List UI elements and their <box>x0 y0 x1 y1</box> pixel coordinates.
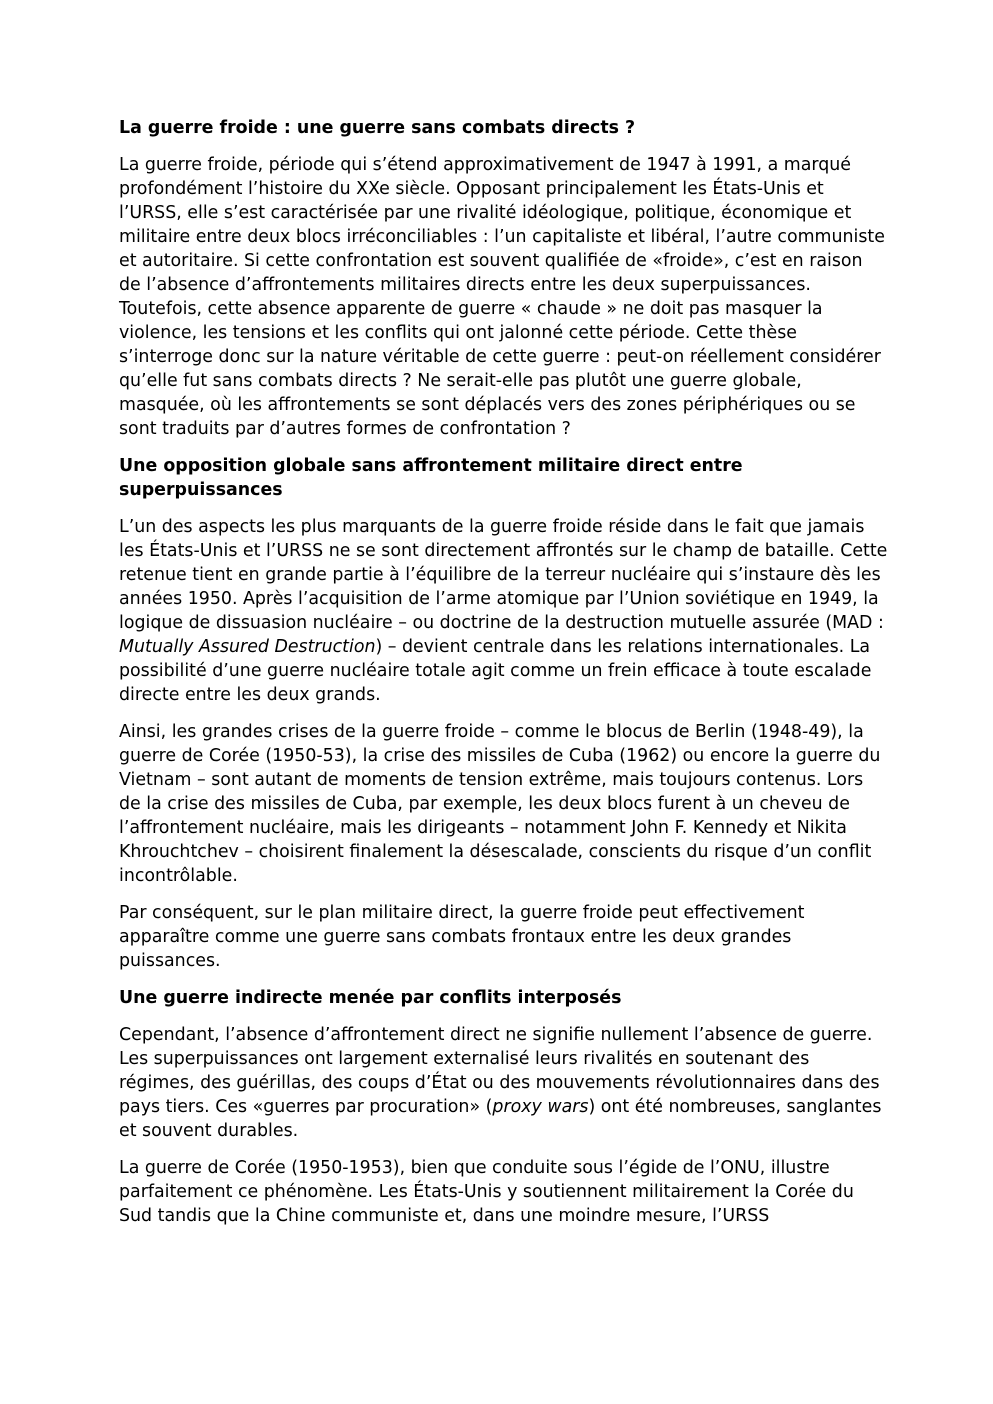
text-span: ) – devient centrale dans les relations internationales. La possibilité d’une guerre nucléaire totale agit comme un frein efficace à toute escalade directe entre les deux grands. <box>119 637 872 705</box>
document-page <box>119 116 889 1241</box>
document-title: La guerre froide : une guerre sans combats directs ? <box>119 118 636 138</box>
section-2-paragraph-2: La guerre de Corée (1950-1953), bien que conduite sous l’égide de l’ONU, illustre parfaitement ce phénomène. Les États-Unis y soutiennent militairement la Corée du Sud tandis que la Chine communiste et, dans une moindre mesure, l’URSS <box>119 1158 854 1226</box>
section-1-paragraph-1 <box>119 515 889 707</box>
section-1-paragraph-3: Par conséquent, sur le plan militaire direct, la guerre froide peut effectivement apparaître comme une guerre sans combats frontaux entre les deux grandes puissances. <box>119 903 805 971</box>
section-2-paragraph-1 <box>119 1023 889 1143</box>
section-1-paragraph-2: Ainsi, les grandes crises de la guerre froide – comme le blocus de Berlin (1948-49), la guerre de Corée (1950-53), la crise des missiles de Cuba (1962) ou encore la guerre du Vietnam – sont autant de moments de tension extrême, mais toujours contenus. Lors de la crise des missiles de Cuba, par exemple, les deux blocs furent à un cheveu de l’affrontement nucléaire, mais les dirigeants – notamment John F. Kennedy et Nikita Khrouchtchev – choisirent finalement la désescalade, conscients du risque d’un conflit incontrôlable. <box>119 722 881 886</box>
text-span: Cependant, l’absence d’affrontement direct ne signifie nullement l’absence de guerre. Les superpuissances ont largement externalisé leurs rivalités en soutenant des régimes, des guérillas, des coups d’État ou des mouvements révolutionnaires dans des pays tiers. Ces «guerres par procuration» ( <box>119 1025 880 1117</box>
intro-paragraph: La guerre froide, période qui s’étend approximativement de 1947 à 1991, a marqué profondément l’histoire du XXe siècle. Opposant principalement les États-Unis et l’URSS, elle s’est caractérisée par une rivalité idéologique, politique, économique et militaire entre deux blocs irréconciliables : l’un capitaliste et libéral, l’autre communiste et autoritaire. Si cette confrontation est souvent qualifiée de «froide», c’est en raison de l’absence d’affrontements militaires directs entre les deux superpuissances. Toutefois, cette absence apparente de guerre « chaude » ne doit pas masquer la violence, les tensions et les conflits qui ont jalonné cette période. Cette thèse s’interroge donc sur la nature véritable de cette guerre : peut-on réellement considérer qu’elle fut sans combats directs ? Ne serait-elle pas plutôt une guerre globale, masquée, où les affrontements se sont déplacés vers des zones périphériques ou se sont traduits par d’autres formes de confrontation ? <box>119 155 885 439</box>
section-2-heading: Une guerre indirecte menée par conflits interposés <box>119 988 622 1008</box>
italic-term: proxy wars <box>492 1097 589 1117</box>
section-1-heading: Une opposition globale sans affrontement militaire direct entre superpuissances <box>119 456 743 500</box>
text-span: L’un des aspects les plus marquants de la guerre froide réside dans le fait que jamais les États-Unis et l’URSS ne se sont directement affrontés sur le champ de bataille. Cette retenue tient en grande partie à l’équilibre de la terreur nucléaire qui s’instaure dès les années 1950. Après l’acquisition de l’arme atomique par l’Union soviétique en 1949, la logique de dissuasion nucléaire – ou doctrine de la destruction mutuelle assurée (MAD : <box>119 517 888 633</box>
text-span: ) ont été nombreuses, sanglantes et souvent durables. <box>119 1097 882 1141</box>
italic-term: Mutually Assured Destruction <box>119 637 376 657</box>
